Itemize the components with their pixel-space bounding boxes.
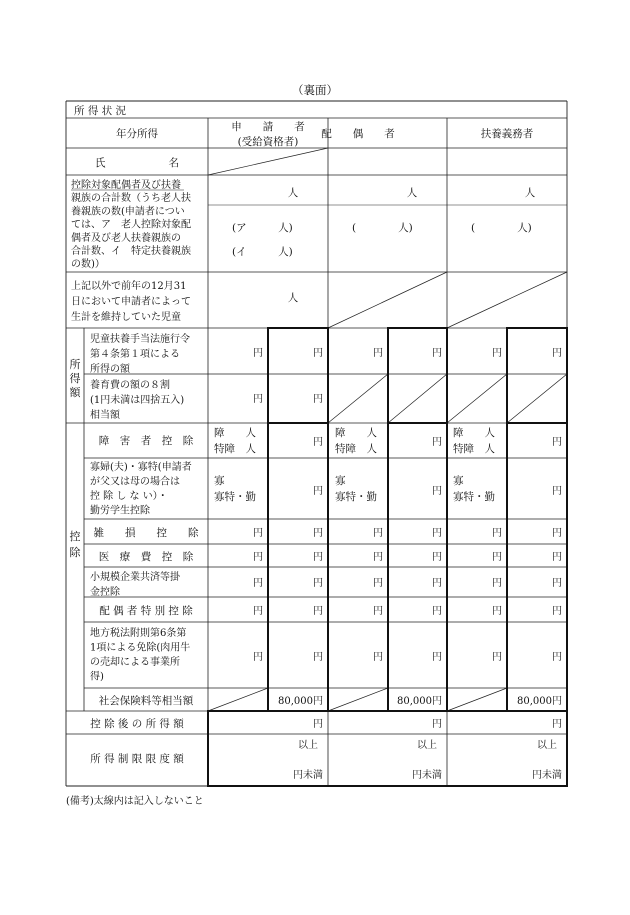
thick-box [507,328,567,423]
diagonal [328,272,447,328]
local-tax-label: 地方税法附則第6条第 [90,628,187,639]
diagonal [208,688,268,711]
unit-yen: 円 [253,528,263,539]
dependents-label: の数)） [71,259,105,271]
widow-sub: 寡特・勤 [214,491,256,503]
remarks-note: (備考)太線内は記入しないこと [66,796,204,807]
dependents-a: (ア 人) [232,222,293,234]
upbringing-label: 相当額 [90,410,120,421]
unit-yen: 円 [313,606,323,617]
unit-yen: 円 [432,552,442,563]
dependents-paren: ( 人) [471,222,532,234]
medical-label: 医 療 費 控 除 [98,551,194,563]
limit-upper: 以上 [417,740,437,751]
social-insurance-label: 社会保険料等相当額 [98,695,194,707]
unit-yen: 円 [432,652,442,663]
casualty-label: 雑 損 控 除 [93,527,199,539]
disability-sub: 障 人 [335,427,377,439]
upbringing-label: (1円未満は四捨五入) [90,395,185,406]
unit-yen: 円 [492,528,502,539]
income-group-label: 所 [69,358,81,371]
name-label: 氏 名 [95,157,179,169]
diagonal [328,374,388,423]
limit-lower: 円未満 [293,770,323,781]
unit-yen: 円 [253,606,263,617]
widow-sub: 寡 [335,475,346,487]
diagonal [388,374,447,423]
disability-sub: 特障 人 [214,443,256,455]
unit-yen: 円 [253,578,263,589]
header-applicant: 申 請 者 [231,121,305,133]
disability-sub: 障 人 [214,427,256,439]
local-tax-label: の売却による事業所 [90,657,180,668]
diagonal [328,688,388,711]
unit-yen: 円 [313,394,323,405]
unit-yen: 円 [313,552,323,563]
income-limit-label: 所 得 制 限 限 度 額 [90,753,184,765]
widow-sub: 寡特・勤 [453,491,495,503]
disability-sub: 特障 人 [335,443,377,455]
unit-yen: 円 [373,348,383,359]
unit-yen: 円 [492,578,502,589]
widow-label: 控 除 し な い）・ [90,491,168,502]
income-group-label: 得 [69,372,81,385]
dependents-label: 偶者及び老人扶養親族の [71,232,181,244]
unit-yen: 円 [313,486,323,497]
diagonal [208,148,328,175]
widow-label: 勤労学生控除 [90,505,150,517]
widow-label: 寡婦(夫)・寡特(申請者 [90,462,192,473]
limit-lower: 円未満 [532,770,562,781]
diagonal [447,272,567,328]
upbringing-label: 養育費の額の８割 [90,380,170,391]
unit-person: 人 [287,187,299,199]
unit-yen: 円 [313,528,323,539]
header-spouse: 配 偶 者 [321,128,395,140]
deduction-group-label: 控 [69,530,81,543]
diagonal [447,688,507,711]
diagonal [447,374,507,423]
dependents-label: 控除対象配偶者及び扶養 [71,180,181,191]
widow-sub: 寡 [453,475,464,487]
section-title: 所 得 状 況 [74,105,127,117]
social-insurance-value: 80,000円 [278,696,323,707]
dependents-label: 親族の合計数（うち老人扶 [71,193,191,205]
income-order-label: 児童扶養手当法施行令 [90,334,190,345]
widow-label: が父又は母の場合は [90,476,180,488]
children-label: 上記以外で前年の12月31 [71,281,187,292]
social-insurance-value: 80,000円 [517,696,562,707]
unit-yen: 円 [552,652,562,663]
spouse-special-label: 配 偶 者 特 別 控 除 [99,605,193,617]
disability-sub: 特障 人 [453,443,495,455]
unit-yen: 円 [253,552,263,563]
page-side-label: （裏面） [292,83,338,97]
unit-yen: 円 [373,552,383,563]
unit-yen: 円 [552,486,562,497]
unit-yen: 円 [313,652,323,663]
unit-yen: 円 [432,528,442,539]
unit-yen: 円 [373,578,383,589]
unit-yen: 円 [552,578,562,589]
unit-yen: 円 [492,552,502,563]
small-business-label: 金控除 [90,587,120,598]
thick-box [208,711,567,786]
dependents-label: ては、ア 老人控除対象配 [71,219,191,231]
unit-yen: 円 [552,552,562,563]
unit-yen: 円 [552,437,562,448]
unit-yen: 円 [253,348,263,359]
dependents-paren: ( 人) [352,222,413,234]
income-order-label: 第４条第１項による [90,349,180,360]
income-group-label: 額 [69,386,81,399]
unit-yen: 円 [552,348,562,359]
unit-yen: 円 [313,348,323,359]
header-applicant-sub: (受給資格者) [237,136,299,148]
unit-yen: 円 [253,394,263,405]
social-insurance-value: 80,000円 [397,696,442,707]
limit-upper: 以上 [537,740,557,751]
after-deduction-label: 控 除 後 の 所 得 額 [90,718,184,730]
unit-yen: 円 [373,528,383,539]
unit-yen: 円 [492,348,502,359]
dependents-label: 合計数、イ 特定扶養親族 [71,246,191,257]
unit-yen: 円 [492,652,502,663]
unit-person: 人 [524,187,536,199]
widow-sub: 寡特・勤 [335,491,377,503]
diagonal [507,374,567,423]
thick-box [268,328,328,423]
unit-yen: 円 [432,437,442,448]
local-tax-label: 1項による免除(肉用牛 [90,642,191,654]
unit-yen: 円 [432,486,442,497]
unit-yen: 円 [552,606,562,617]
unit-yen: 円 [253,652,263,663]
children-label: 生計を維持していた児童 [71,312,181,323]
unit-yen: 円 [432,578,442,589]
unit-yen: 円 [373,606,383,617]
unit-yen: 円 [313,437,323,448]
unit-yen: 円 [552,719,562,730]
limit-upper: 以上 [298,740,318,751]
unit-yen: 円 [432,606,442,617]
disability-sub: 障 人 [453,427,495,439]
thick-box [388,328,447,423]
unit-yen: 円 [432,719,442,730]
unit-yen: 円 [313,578,323,589]
income-order-label: 所得の額 [90,364,130,375]
unit-yen: 円 [373,652,383,663]
limit-lower: 円未満 [412,770,442,781]
unit-yen: 円 [492,606,502,617]
unit-yen: 円 [552,528,562,539]
dependents-i: (イ 人) [232,246,293,258]
dependents-label: 養親族の数(申請者につい [71,206,185,218]
header-year-income: 年分所得 [116,128,158,140]
unit-person: 人 [406,187,418,199]
disability-label: 障 害 者 控 除 [98,435,194,447]
widow-sub: 寡 [214,475,225,487]
header-supporter: 扶養義務者 [480,128,534,140]
unit-yen: 円 [313,719,323,730]
unit-person: 人 [287,292,299,304]
unit-yen: 円 [432,348,442,359]
deduction-group-label: 除 [69,546,81,559]
local-tax-label: 得) [90,671,104,683]
children-label: 日において申請者によって [71,296,191,308]
small-business-label: 小規模企業共済等掛 [90,572,180,583]
